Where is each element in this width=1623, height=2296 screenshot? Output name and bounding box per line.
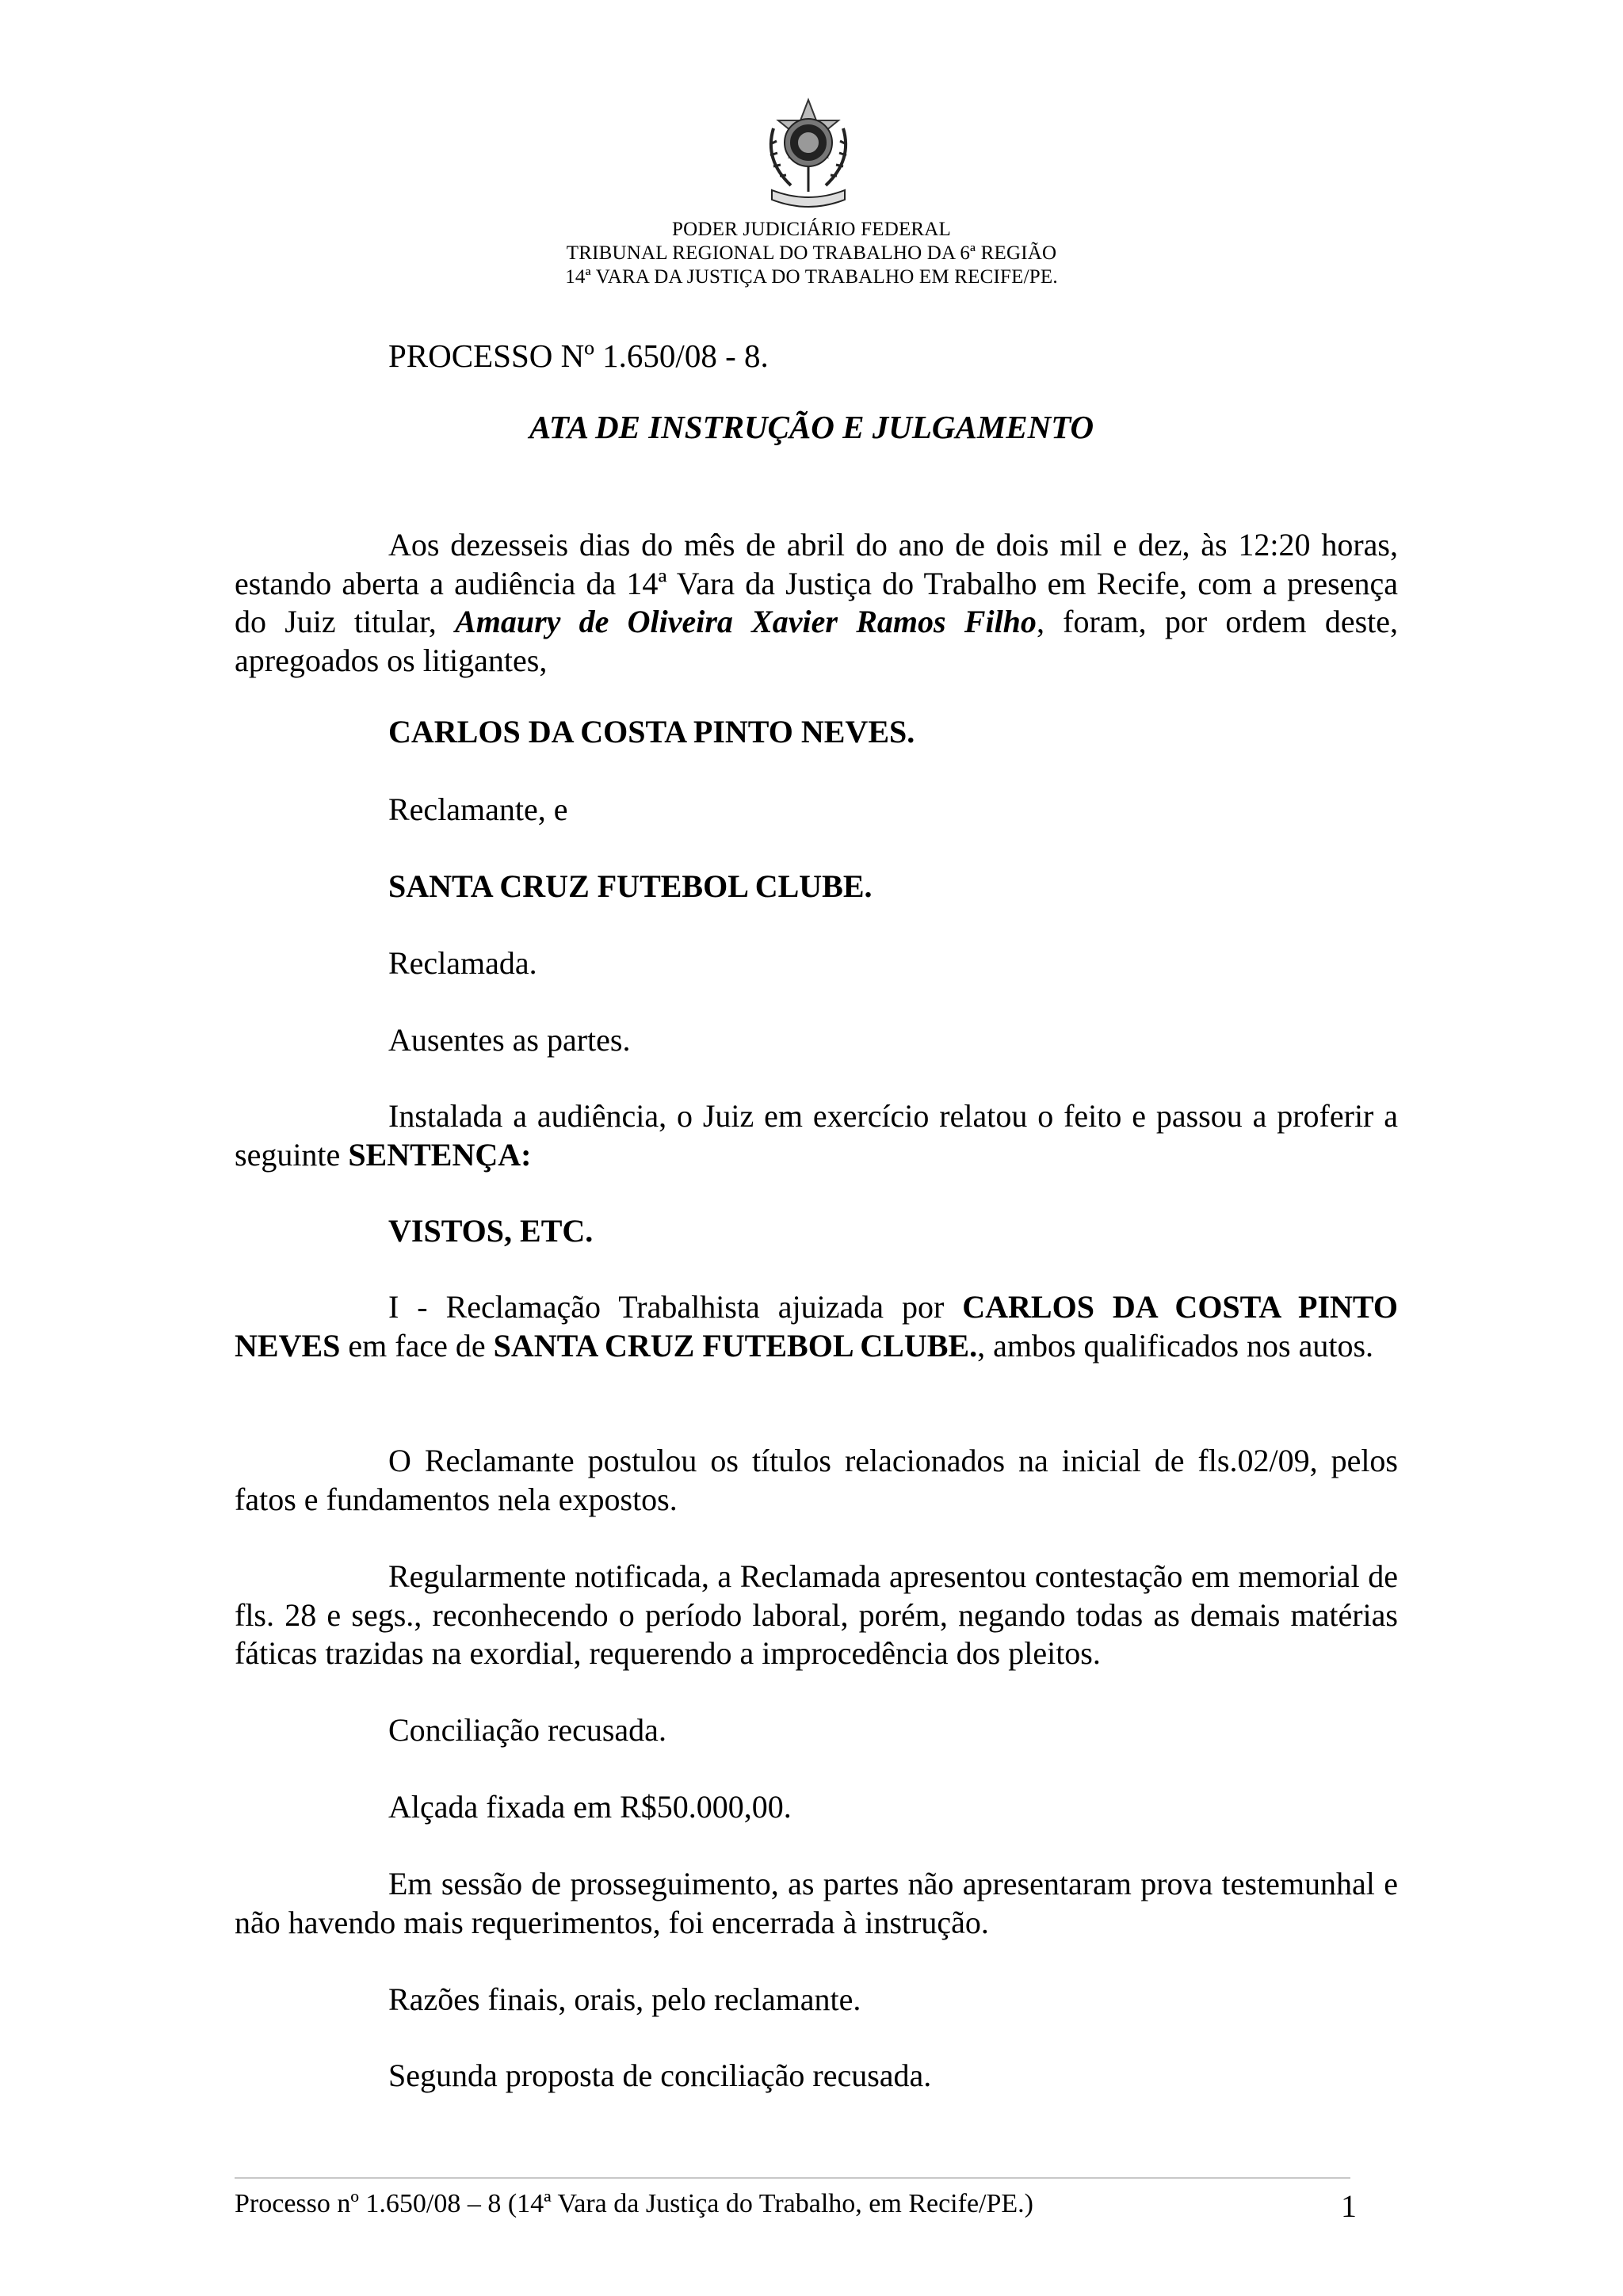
absent-parties: Ausentes as partes. <box>388 1022 631 1058</box>
vistos-heading: VISTOS, ETC. <box>388 1213 594 1249</box>
defendant-name: SANTA CRUZ FUTEBOL CLUBE. <box>388 868 873 904</box>
footer-divider <box>235 2177 1350 2179</box>
footer-process: Processo nº 1.650/08 – 8 (14ª Vara da Justiça do Trabalho, em Recife/PE.) <box>235 2189 1033 2218</box>
report-defendant: SANTA CRUZ FUTEBOL CLUBE. <box>493 1327 978 1363</box>
report-text-c: em face de <box>340 1327 494 1363</box>
hearing-paragraph <box>235 1097 1398 1174</box>
document-title: ATA DE INSTRUÇÃO E JULGAMENTO <box>529 409 1094 445</box>
second-conciliation: Segunda proposta de conciliação recusada. <box>388 2058 932 2093</box>
process-number: PROCESSO Nº 1.650/08 - 8. <box>388 338 769 374</box>
final-arguments: Razões finais, orais, pelo reclamante. <box>388 1981 861 2017</box>
coat-of-arms-seal <box>759 97 857 215</box>
opening-text: Aos dezesseis dias do mês de abril do ano de dois mil e dez, às 12:20 horas, estando aberta a audiência da 14ª Vara da Justiça do Trabalho em Recife, com a presença do Juiz titular, <box>235 527 1398 639</box>
hearing-text: Instalada a audiência, o Juiz em exercício relatou o feito e passou a proferir a seguinte <box>235 1098 1398 1173</box>
jurisdiction-amount: Alçada fixada em R$50.000,00. <box>388 1789 792 1825</box>
judge-name: Amaury de Oliveira Xavier Ramos Filho <box>455 604 1037 639</box>
header-line-2: TRIBUNAL REGIONAL DO TRABALHO DA 6ª REGIÃO <box>566 242 1057 264</box>
header-line-3: 14ª VARA DA JUSTIÇA DO TRABALHO EM RECIFE/PE. <box>565 266 1058 288</box>
defense-paragraph: Regularmente notificada, a Reclamada apresentou contestação em memorial de fls. 28 e segs., reconhecendo o período laboral, porém, negando todas as demais matérias fáticas trazidas na exordial, requerendo a improcedência dos pleitos. <box>235 1558 1398 1671</box>
claimant-name: CARLOS DA COSTA PINTO NEVES. <box>388 714 915 749</box>
opening-paragraph <box>235 526 1398 680</box>
proceedings-paragraph: Em sessão de prosseguimento, as partes não apresentaram prova testemunhal e não havendo mais requerimentos, foi encerrada à instrução. <box>235 1866 1398 1940</box>
page-number: 1 <box>1341 2188 1357 2224</box>
conciliation-refused: Conciliação recusada. <box>388 1712 666 1748</box>
sentence-label: SENTENÇA: <box>348 1136 532 1173</box>
opening-text-end: , foram, por ordem deste, apregoados os litigantes, <box>235 604 1399 678</box>
claims-paragraph: O Reclamante postulou os títulos relacionados na inicial de fls.02/09, pelos fatos e fundamentos nela expostos. <box>235 1443 1398 1517</box>
report-claimant: CARLOS DA COSTA PINTO NEVES <box>235 1289 1398 1363</box>
defendant-label: Reclamada. <box>388 945 537 981</box>
report-paragraph <box>235 1288 1398 1365</box>
report-text-e: , ambos qualificados nos autos. <box>977 1327 1374 1363</box>
header-line-1: PODER JUDICIÁRIO FEDERAL <box>671 219 952 240</box>
report-text-a: I - Reclamação Trabalhista ajuizada por <box>388 1289 963 1325</box>
claimant-label: Reclamante, e <box>388 791 568 827</box>
